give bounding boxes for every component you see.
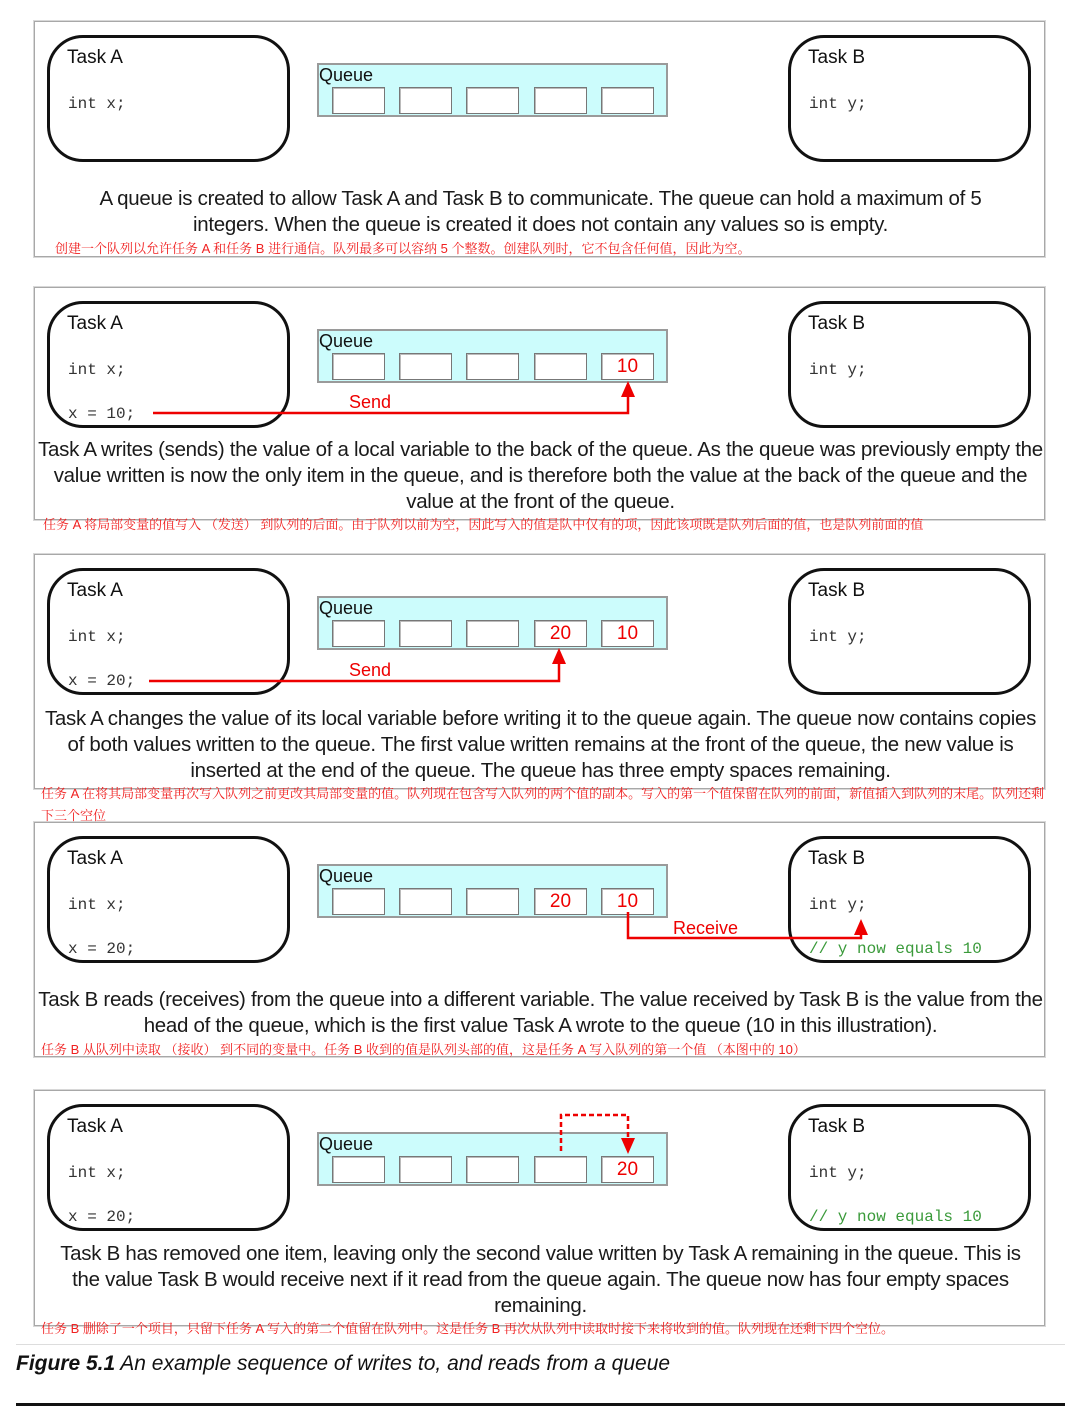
arrow-head-icon	[621, 381, 635, 397]
divider	[16, 1344, 1065, 1345]
task-b-box	[788, 1104, 1031, 1231]
queue-label: Queue	[319, 331, 374, 351]
panel-text	[35, 1241, 1046, 1340]
panel-step-1	[34, 21, 1045, 257]
queue-slot	[332, 353, 385, 380]
task-a-declaration: int x;	[68, 95, 126, 113]
task-a-title: Task A	[67, 1116, 123, 1137]
queue-slot	[399, 87, 452, 114]
queue-slot: 10	[601, 620, 654, 647]
task-a-assignment: x = 10;	[68, 405, 136, 423]
queue-label: Queue	[319, 1134, 374, 1154]
task-a-assignment: x = 20;	[68, 672, 136, 690]
description: Task B has removed one item, leaving only the second value written by Task A remaining in the queue. This is the value Task B would receive next if it read from the queue again. The queue now has four empty spaces remaining.	[60, 1242, 1021, 1317]
queue	[317, 329, 668, 383]
queue-slot: 20	[601, 1156, 654, 1183]
queue-label: Queue	[319, 866, 374, 886]
queue-slot	[399, 1156, 452, 1183]
task-b-comment: // y now equals 10	[809, 1208, 982, 1226]
task-b-declaration: int y;	[809, 361, 867, 379]
task-a-title: Task A	[67, 313, 123, 334]
queue-slot	[534, 1156, 587, 1183]
task-b-box	[788, 568, 1031, 695]
task-b-declaration: int y;	[809, 628, 867, 646]
queue-slot	[332, 1156, 385, 1183]
task-b-title: Task B	[808, 580, 866, 601]
task-a-title: Task A	[67, 47, 123, 68]
queue-slot	[332, 888, 385, 915]
queue	[317, 596, 668, 650]
description: Task A writes (sends) the value of a local variable to the back of the queue. As the queue was previously empty the value written is now the only item in the queue, and is therefore both the value at the back of the queue and the value at the front of the queue.	[38, 438, 1043, 513]
figure-label: Figure 5.1	[16, 1352, 116, 1375]
queue-slot	[466, 353, 519, 380]
task-b-comment: // y now equals 10	[809, 940, 982, 958]
queue-slot	[332, 87, 385, 114]
queue-slot	[466, 888, 519, 915]
figure-caption	[16, 1352, 670, 1376]
queue-slot	[399, 620, 452, 647]
task-a-assignment: x = 20;	[68, 940, 136, 958]
task-a-title: Task A	[67, 580, 123, 601]
arrow-head-icon	[552, 648, 566, 664]
task-b-declaration: int y;	[809, 1164, 867, 1182]
task-a-declaration: int x;	[68, 361, 126, 379]
panel-text	[35, 987, 1046, 1061]
queue-slot: 10	[601, 888, 654, 915]
task-a-title: Task A	[67, 848, 123, 869]
task-b-title: Task B	[808, 848, 866, 869]
queue-slot	[399, 888, 452, 915]
translation: 任务 B 删除了一个项目，只留下任务 A 写入的第二个值留在队列中。这是任务 B 再次从队列中读取时接下来将收到的值。队列现在还剩下四个空位。	[41, 1321, 894, 1337]
queue-slot: 10	[601, 353, 654, 380]
task-a-declaration: int x;	[68, 896, 126, 914]
queue	[317, 63, 668, 117]
receive-label: Receive	[673, 918, 739, 938]
description: Task A changes the value of its local variable before writing it to the queue again. The queue now contains copies of both values written to the queue. The first value written remains at the front of the queue, the new value is inserted at the end of the queue. The queue has three empty spaces remaining.	[44, 707, 1037, 782]
translation: 任务 A 将局部变量的值写入 （发送） 到队列的后面。由于队列以前为空，因此写入的值是队中仅有的项，因此该项既是队列后面的值，也是队列前面的值	[43, 517, 924, 533]
task-a-box	[47, 301, 290, 428]
queue-slot	[601, 87, 654, 114]
send-label: Send	[349, 392, 392, 412]
task-b-box	[788, 301, 1031, 428]
bottom-rule	[16, 1403, 1065, 1406]
figure-caption-text: An example sequence of writes to, and reads from a queue	[115, 1352, 671, 1375]
send-label: Send	[349, 660, 392, 680]
panel-text	[35, 437, 1046, 536]
task-b-title: Task B	[808, 47, 866, 68]
queue	[317, 1132, 668, 1186]
queue-slot: 20	[534, 620, 587, 647]
task-a-box	[47, 35, 290, 162]
panel-step-2	[34, 287, 1045, 533]
queue-slot	[466, 87, 519, 114]
queue-slot	[466, 1156, 519, 1183]
queue-slot	[534, 87, 587, 114]
task-b-box	[788, 35, 1031, 162]
task-b-box	[788, 836, 1031, 963]
task-b-title: Task B	[808, 1116, 866, 1137]
description: A queue is created to allow Task A and Task B to communicate. The queue can hold a maximum of 5 integers. When the queue is created it does not contain any values so is empty.	[99, 187, 982, 236]
task-a-declaration: int x;	[68, 1164, 126, 1182]
queue-label: Queue	[319, 65, 374, 85]
task-a-box	[47, 836, 290, 963]
translation: 任务 B 从队列中读取 （接收） 到不同的变量中。任务 B 收到的值是队列头部的值，这是任务 A 写入队列的第一个值 （本图中的 10）	[41, 1041, 806, 1057]
task-b-declaration: int y;	[809, 95, 867, 113]
task-b-declaration: int y;	[809, 896, 867, 914]
queue-slot	[534, 353, 587, 380]
task-b-title: Task B	[808, 313, 866, 334]
panel-step-5	[34, 1090, 1045, 1337]
task-a-box	[47, 568, 290, 695]
queue-slot	[466, 620, 519, 647]
panel-text	[35, 706, 1046, 827]
panel-step-3	[34, 554, 1045, 824]
queue	[317, 864, 668, 918]
panel-text	[35, 186, 1046, 260]
translation: 创建一个队列以允许任务 A 和任务 B 进行通信。队列最多可以容纳 5 个整数。创建队列时，它不包含任何值，因此为空。	[55, 240, 751, 256]
queue-label: Queue	[319, 598, 374, 618]
translation: 任务 A 在将其局部变量再次写入队列之前更改其局部变量的值。队列现在包含写入队列的两个值的副本。写入的第一个值保留在队列的前面，新值插入到队列的末尾。队列还剩下三个空位	[41, 786, 1045, 824]
task-a-assignment: x = 20;	[68, 1208, 136, 1226]
panel-step-4	[34, 822, 1045, 1057]
queue-slot	[399, 353, 452, 380]
queue-slot	[332, 620, 385, 647]
description: Task B reads (receives) from the queue into a different variable. The value received by Task B is the value from the head of the queue, which is the first value Task A wrote to the queue (10 in this illustration).	[38, 988, 1043, 1037]
task-a-box	[47, 1104, 290, 1231]
task-a-declaration: int x;	[68, 628, 126, 646]
queue-slot: 20	[534, 888, 587, 915]
